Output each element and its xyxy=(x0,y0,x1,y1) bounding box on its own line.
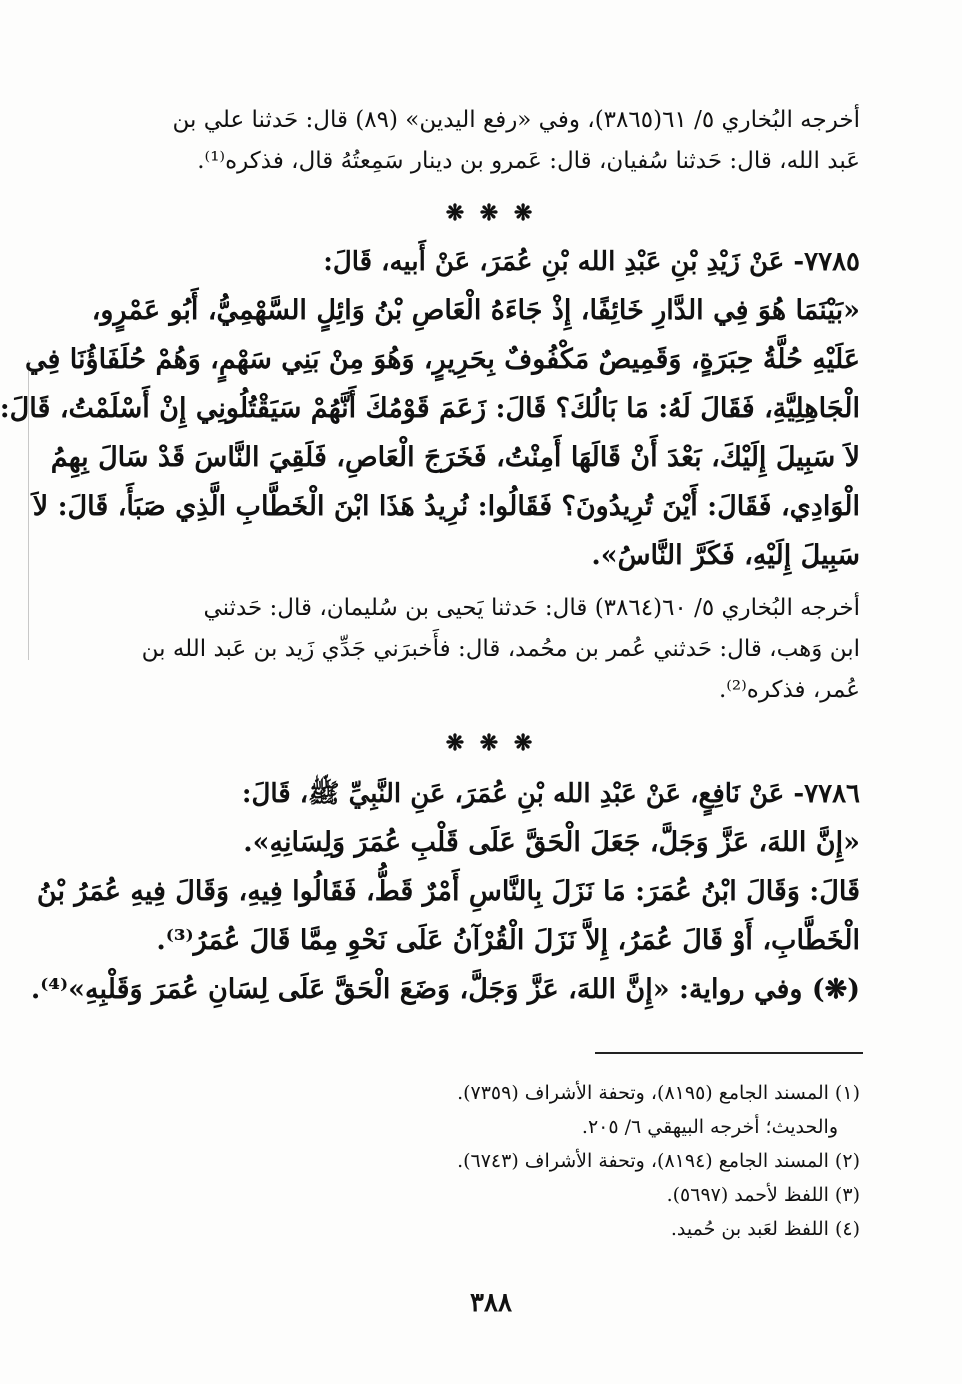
section-separator: ❋ ❋ ❋ xyxy=(445,730,537,756)
hadith-7785-source xyxy=(120,588,860,711)
hadith-header: ٧٧٨٥- عَنْ زَيْدِ بْنِ عَبْدِ الله بْنِ عُمَرَ، عَنْ أَبيه، قَالَ: xyxy=(323,247,860,277)
footnote-continuation: والحديث؛ أخرجه البيهقي ٦/ ٢٠٥. xyxy=(581,1116,838,1138)
hadith-variant: (❋) وفي رواية: «إِنَّ اللهَ، عَزَّ وَجَلَّ، وَضَعَ الْحَقَّ عَلَى لِسَانِ عُمَرَ وَقَلْبِهِ»⁽⁴⁾. xyxy=(30,974,860,1005)
source-line: أخرجه البُخاري ٥/ ٦٠(٣٨٦٤) قال: حَدثنا يَحيى بن سُليمان، قال: حَدثني xyxy=(203,595,860,621)
hadith-7785 xyxy=(0,238,860,580)
hadith-7786 xyxy=(30,770,860,1014)
hadith-text-line: لاَ سَبِيلَ إِلَيْكَ، بَعْدَ أَنْ قَالَهَا أَمِنْتُ، فَخَرَجَ الْعَاصِ، فَلَقِيَ النَّاسَ قَدْ سَالَ بِهِمُ xyxy=(50,442,860,473)
hadith-text-line: سَبِيلَ إِلَيْهِ، فَكَرَّ النَّاسُ». xyxy=(591,540,860,571)
hadith-text-line: قَالَ: وَقَالَ ابْنُ عُمَرَ: مَا نَزَلَ بِالنَّاسِ أَمْرٌ قَطُّ، فَقَالُوا فِيهِ، وَقَالَ فِيهِ عُمَرُ بْنُ xyxy=(36,876,860,907)
hadith-header: ٧٧٨٦- عَنْ نَافِعٍ، عَنْ عَبْدِ الله بْنِ عُمَرَ، عَنِ النَّبِيِّ ﷺ، قَالَ: xyxy=(241,779,860,809)
source-line: عُمر، فذكره⁽²⁾. xyxy=(718,677,860,703)
page-number: ٣٨٨ xyxy=(470,1288,512,1318)
section-separator: ❋ ❋ ❋ xyxy=(445,200,537,226)
footnote: (٣) اللفظ لأحمد (٥٦٩٧). xyxy=(666,1184,860,1206)
hadith-text-line: الْخَطَّابِ، أَوْ قَالَ عُمَرُ، إِلاَّ نَزَلَ الْقُرْآنُ عَلَى نَحْوِ مِمَّا قَالَ عُمَرُ⁽³⁾. xyxy=(156,925,860,956)
footnotes xyxy=(280,1076,860,1246)
footnote-rule xyxy=(595,1052,863,1054)
footnote: (١) المسند الجامع (٨١٩٥)، وتحفة الأشراف (٧٣٥٩). xyxy=(457,1082,860,1104)
top-paragraph xyxy=(120,100,860,182)
hadith-text-line: الْوَادِي، فَقَالَ: أَيْنَ تُرِيدُونَ؟ فَقَالُوا: نُرِيدُ هَذَا ابْنَ الْخَطَّابِ الَّذِي صَبَأَ، قَالَ: لاَ xyxy=(32,491,860,522)
footnote: (٢) المسند الجامع (٨١٩٤)، وتحفة الأشراف (٦٧٤٣). xyxy=(457,1150,860,1172)
top-paragraph-line: عَبد الله، قال: حَدثنا سُفيان، قال: عَمرو بن دينار سَمِعتُهُ قال، فذكره⁽¹⁾. xyxy=(197,148,860,174)
top-paragraph-line: أخرجه البُخاري ٥/ ٦١(٣٨٦٥)، وفي «رفع اليدين» (٨٩) قال: حَدثنا علي بن xyxy=(172,107,860,133)
footnote: (٤) اللفظ لعَبد بن حُميد. xyxy=(670,1218,860,1240)
hadith-text-line: عَلَيْهِ حُلَّةُ حِبَرَةٍ، وَقَمِيصٌ مَكْفُوفٌ بِحَرِيرٍ، وَهُوَ مِنْ بَنِي سَهْمٍ، وَهُمْ حُلَفَاؤُنَا فِي xyxy=(25,344,860,375)
hadith-text-line: الْجَاهِلِيَّةِ، فَقَالَ لَهُ: مَا بَالُكَ؟ قَالَ: زَعَمَ قَوْمُكَ أَنَّهُمْ سَيَقْتُلُونِي إِنْ أَسْلَمْتُ، قَالَ: xyxy=(0,393,860,424)
hadith-quote: «إِنَّ اللهَ، عَزَّ وَجَلَّ، جَعَلَ الْحَقَّ عَلَى قَلْبِ عُمَرَ وَلِسَانِهِ». xyxy=(243,827,860,858)
source-line: ابن وَهب، قال: حَدثني عُمر بن محُمد، قال: فأَخبرَني جَدِّي زَيد بن عَبد الله بن xyxy=(141,636,860,662)
hadith-text-line: «بَيْنَمَا هُوَ فِي الدَّارِ خَائِفًا، إِذْ جَاءَهُ الْعَاصِ بْنُ وَائِلٍ السَّهْمِيُّ، أَبُو عَمْرٍو، xyxy=(91,295,860,326)
